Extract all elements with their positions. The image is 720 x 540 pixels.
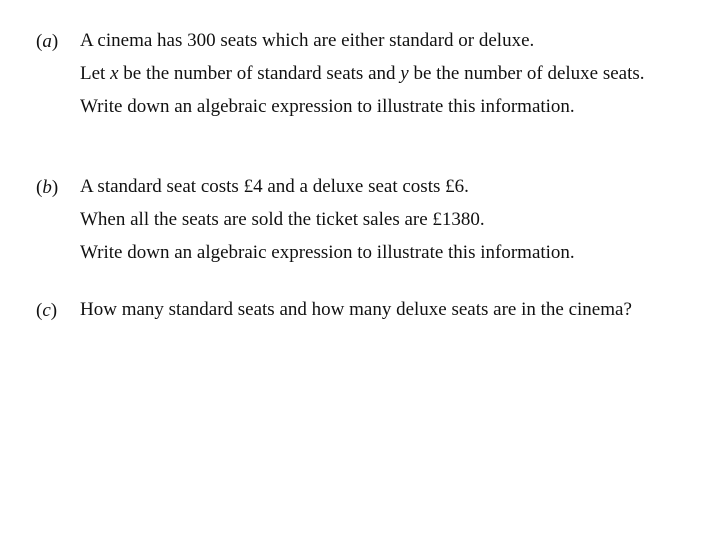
part-b-line-3: Write down an algebraic expression to illustrate this information. (80, 242, 575, 263)
variable-x: x (110, 63, 119, 84)
part-a-body (80, 30, 696, 129)
part-b-line-1: A standard seat costs £4 and a deluxe seat costs £6. (80, 176, 469, 197)
part-a-letter: a (42, 31, 52, 52)
part-c-letter: c (42, 300, 51, 321)
part-a-line-2 (80, 63, 696, 85)
variable-y: y (400, 63, 409, 84)
part-b-letter: b (42, 177, 52, 198)
part-c-label: (c) (36, 300, 58, 321)
part-a-label: (a) (36, 31, 59, 52)
part-b-label: (b) (36, 177, 59, 198)
part-a-line-1: A cinema has 300 seats which are either standard or deluxe. (80, 30, 535, 51)
part-c-body (80, 299, 696, 332)
let-middle: be the number of standard seats and (118, 63, 401, 84)
let-suffix: be the number of deluxe seats. (408, 63, 645, 84)
let-prefix: Let (80, 63, 111, 84)
part-a-line-3: Write down an algebraic expression to illustrate this information. (80, 96, 575, 117)
part-b-line-2: When all the seats are sold the ticket sales are £1380. (80, 209, 485, 230)
part-b-body (80, 176, 696, 275)
part-c-line-1: How many standard seats and how many deluxe seats are in the cinema? (80, 299, 632, 320)
